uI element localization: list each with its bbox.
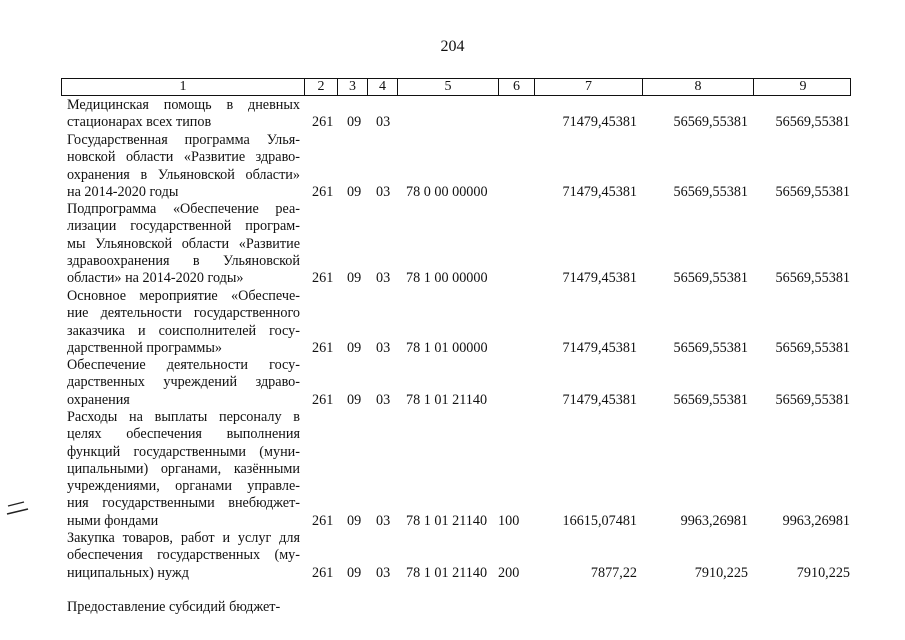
cell-col-8: 9963,26981	[680, 512, 748, 529]
cell-col-3: 09	[347, 512, 362, 529]
cell-col-7: 7877,22	[590, 564, 637, 581]
cell-col-2: 261	[312, 183, 334, 200]
cell-col-4: 03	[376, 270, 391, 287]
cell-col-8: 56569,55381	[673, 183, 748, 200]
cell-col-5: 78 1 01 21140	[406, 391, 488, 408]
description-line: ние деятельности государственного	[67, 305, 300, 322]
cell-col-7: 71479,45381	[562, 391, 637, 408]
description-line: Закупка товаров, работ и услуг для	[67, 530, 300, 546]
cell-col-9: 56569,55381	[775, 339, 850, 356]
cell-col-6: 200	[498, 564, 520, 581]
cell-col-2: 261	[312, 114, 334, 131]
description-line: мы Ульяновской области «Развитие	[67, 235, 300, 252]
description-line: области» на 2014-2020 годы»	[67, 270, 244, 287]
description-line: новской области «Развитие здраво-	[67, 149, 300, 166]
description-line: на 2014-2020 годы	[67, 183, 179, 200]
header-cell-5: 5	[398, 79, 499, 95]
description-line: функций государственными (муни-	[67, 443, 300, 460]
description-line: стационарах всех типов	[67, 114, 212, 131]
cell-col-9: 56569,55381	[775, 183, 850, 200]
cell-col-4: 03	[376, 339, 391, 356]
description-line: ниципальных) нужд	[67, 564, 189, 581]
cell-col-2: 261	[312, 512, 334, 529]
row-description	[67, 132, 300, 201]
header-cell-6: 6	[499, 79, 535, 95]
description-line: Обеспечение деятельности госу-	[67, 357, 300, 373]
description-line: обеспечения государственных (му-	[67, 547, 300, 564]
cell-col-4: 03	[376, 564, 391, 581]
description-line: охранения в Ульяновской области»	[67, 166, 300, 183]
row-description	[67, 599, 300, 616]
header-cell-3: 3	[338, 79, 368, 95]
row-description	[67, 530, 300, 582]
cell-col-4: 03	[376, 183, 391, 200]
cell-col-3: 09	[347, 339, 362, 356]
description-line: Расходы на выплаты персоналу в	[67, 409, 300, 425]
header-cell-7: 7	[535, 79, 643, 95]
cell-col-4: 03	[376, 512, 391, 529]
row-description	[67, 201, 300, 287]
header-cell-4: 4	[368, 79, 398, 95]
cell-col-6: 100	[498, 512, 520, 529]
header-cell-9: 9	[799, 79, 807, 94]
header-cell-8: 8	[643, 79, 754, 95]
cell-col-2: 261	[312, 391, 334, 408]
cell-col-3: 09	[347, 114, 362, 131]
cell-col-3: 09	[347, 564, 362, 581]
cell-col-5: 78 0 00 00000	[406, 183, 488, 200]
description-line: заказчика и соисполнителей госу-	[67, 322, 300, 339]
cell-col-4: 03	[376, 391, 391, 408]
table-header-row	[61, 78, 851, 96]
description-line: целях обеспечения выполнения	[67, 426, 300, 443]
cell-col-4: 03	[376, 114, 391, 131]
row-description	[67, 288, 300, 357]
cell-col-3: 09	[347, 183, 362, 200]
description-line: учреждениями, органами управле-	[67, 478, 300, 495]
description-line: Медицинская помощь в дневных	[67, 97, 300, 113]
cell-col-9: 9963,26981	[782, 512, 850, 529]
cell-col-2: 261	[312, 270, 334, 287]
cell-col-5: 78 1 01 21140	[406, 564, 488, 581]
description-line: Подпрограмма «Обеспечение реа-	[67, 201, 300, 217]
cell-col-3: 09	[347, 391, 362, 408]
description-line: ными фондами	[67, 512, 159, 529]
description-line: ния государственными внебюджет-	[67, 495, 300, 512]
cell-col-7: 71479,45381	[562, 339, 637, 356]
description-line: Предоставление субсидий бюджет-	[67, 599, 281, 615]
cell-col-7: 71479,45381	[562, 270, 637, 287]
cell-col-7: 71479,45381	[562, 114, 637, 131]
page-number: 204	[440, 38, 465, 55]
cell-col-8: 56569,55381	[673, 270, 748, 287]
scan-artifact-icon	[6, 500, 30, 524]
description-line: лизации государственной програм-	[67, 218, 300, 235]
cell-col-2: 261	[312, 564, 334, 581]
cell-col-8: 56569,55381	[673, 391, 748, 408]
description-line: дарственных учреждений здраво-	[67, 374, 300, 391]
cell-col-9: 56569,55381	[775, 391, 850, 408]
cell-col-9: 7910,225	[796, 564, 850, 581]
cell-col-7: 71479,45381	[562, 183, 637, 200]
cell-col-3: 09	[347, 270, 362, 287]
description-line: ципальными) органами, казёнными	[67, 460, 300, 477]
description-line: здравоохранения в Ульяновской	[67, 252, 300, 269]
description-line: Основное мероприятие «Обеспече-	[67, 288, 300, 304]
row-description	[67, 97, 300, 132]
header-cell-2: 2	[305, 79, 338, 95]
cell-col-9: 56569,55381	[775, 114, 850, 131]
cell-col-5: 78 1 00 00000	[406, 270, 488, 287]
cell-col-5: 78 1 01 00000	[406, 339, 488, 356]
description-line: дарственной программы»	[67, 339, 223, 356]
cell-col-8: 56569,55381	[673, 114, 748, 131]
cell-col-5: 78 1 01 21140	[406, 512, 488, 529]
cell-col-8: 56569,55381	[673, 339, 748, 356]
cell-col-2: 261	[312, 339, 334, 356]
cell-col-7: 16615,07481	[562, 512, 637, 529]
row-description	[67, 409, 300, 530]
cell-col-8: 7910,225	[694, 564, 748, 581]
description-line: охранения	[67, 391, 130, 408]
header-cell-1: 1	[62, 79, 305, 95]
cell-col-9: 56569,55381	[775, 270, 850, 287]
row-description	[67, 357, 300, 409]
description-line: Государственная программа Улья-	[67, 132, 300, 148]
